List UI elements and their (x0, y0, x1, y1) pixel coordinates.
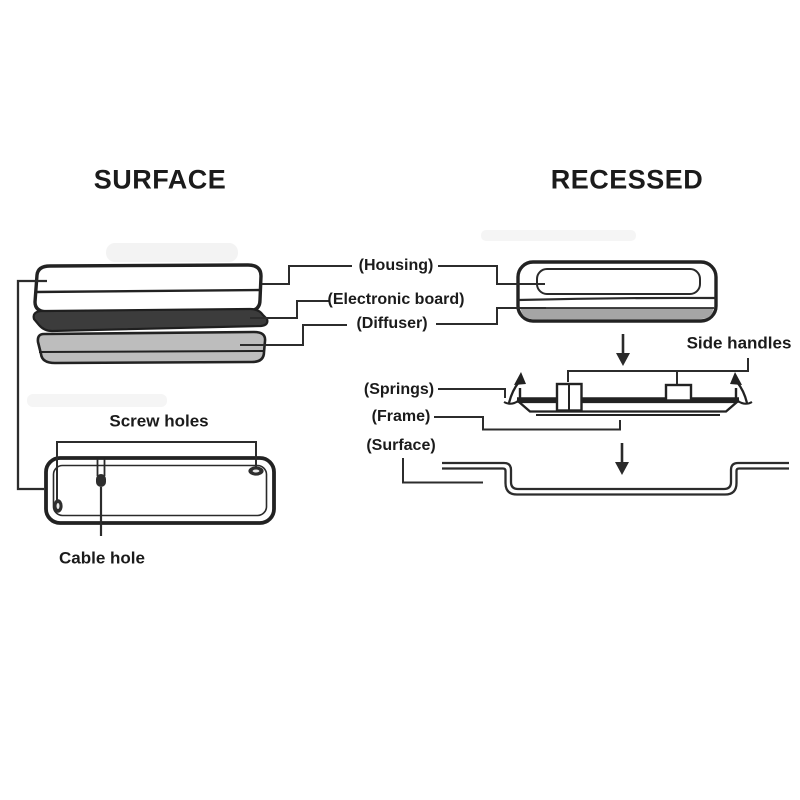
frame-assembly (504, 372, 752, 415)
recessed-panel (518, 262, 716, 321)
surface-exploded-view (34, 265, 268, 363)
recessed-title: RECESSED (550, 164, 704, 195)
electronic-board-shape (34, 309, 268, 331)
housing-label: (Housing) (358, 257, 434, 274)
surface-connector (403, 458, 483, 483)
side-handles-bracket (568, 358, 748, 382)
screw-hole (248, 466, 263, 475)
springs-label: (Springs) (363, 381, 435, 398)
down-arrow-icon (616, 334, 630, 366)
side-handle-left (557, 384, 582, 411)
frame-label: (Frame) (371, 408, 431, 425)
diffuser-lip-line (39, 351, 264, 352)
springs-connector (438, 389, 505, 398)
diffuser-label: (Diffuser) (356, 315, 428, 332)
cable-hole-label: Cable hole (59, 548, 145, 568)
housing-connector-left (262, 266, 352, 284)
plate-outline (46, 458, 274, 523)
panel-bottom-edge-fill (521, 308, 713, 320)
ceiling-cutout-shape (442, 463, 789, 495)
screw-hole (53, 499, 62, 513)
frame-connector (434, 417, 620, 430)
side-handle-right (666, 385, 691, 401)
side-handles-label: Side handles (686, 333, 792, 353)
electronic-board-label: (Electronic board) (327, 291, 465, 308)
surface-title: SURFACE (93, 164, 227, 195)
mounting-plate-back-view (46, 442, 274, 536)
down-arrow-icon (615, 443, 629, 475)
screw-holes-label: Screw holes (109, 411, 209, 431)
housing-shape (35, 265, 261, 312)
diffuser-shape (38, 332, 265, 363)
surface-part-label: (Surface) (366, 437, 436, 454)
frame-lower-rim (519, 402, 737, 412)
